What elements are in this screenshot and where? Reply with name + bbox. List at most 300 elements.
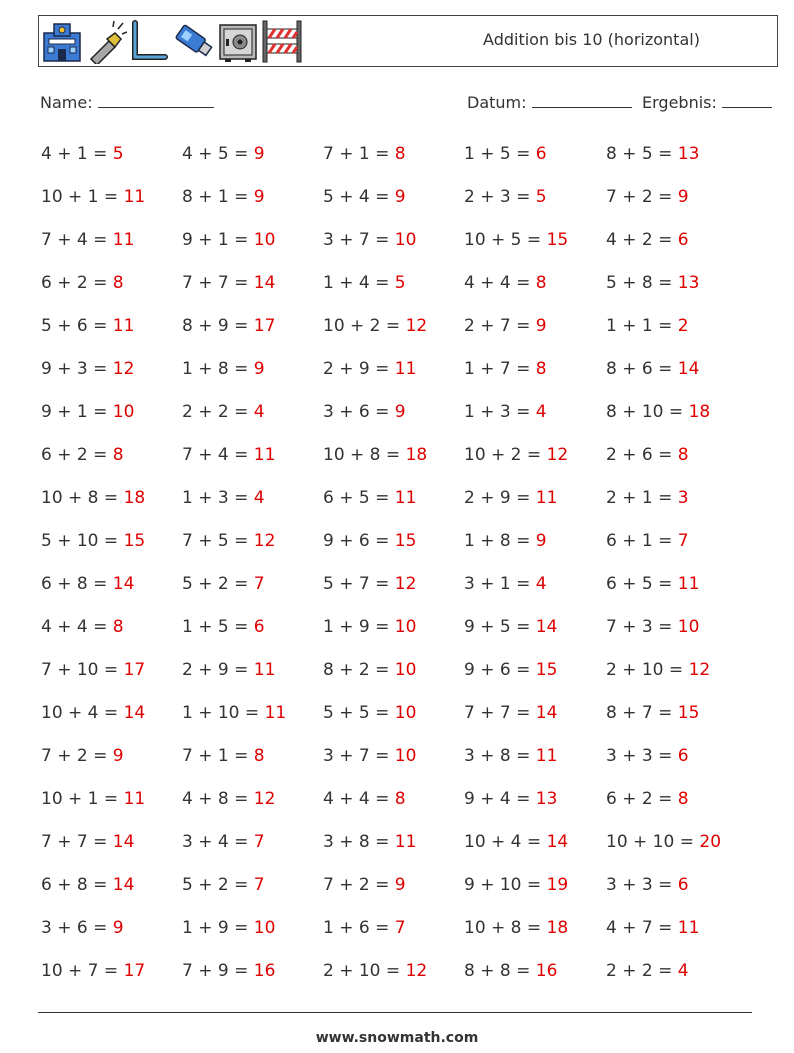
problem-item: [606, 230, 689, 250]
problem-expression: 6 + 2 =: [606, 789, 678, 809]
result-label: Ergebnis:: [642, 93, 717, 112]
problem-answer: 5: [394, 273, 406, 293]
problem-expression: 5 + 6 =: [41, 316, 113, 336]
problem-expression: 8 + 5 =: [606, 144, 678, 164]
problem-expression: 10 + 1 =: [41, 187, 124, 207]
problem-item: [464, 445, 568, 465]
problem-expression: 1 + 5 =: [182, 617, 254, 637]
safe-icon: [217, 19, 259, 64]
problem-expression: 2 + 10 =: [323, 961, 406, 981]
problem-expression: 1 + 8 =: [182, 359, 254, 379]
result-line[interactable]: [722, 93, 772, 108]
problem-expression: 1 + 3 =: [464, 402, 536, 422]
problem-expression: 7 + 5 =: [182, 531, 254, 551]
problem-expression: 10 + 8 =: [464, 918, 547, 938]
problem-answer: 10: [394, 746, 417, 766]
problem-item: [323, 531, 416, 551]
problem-answer: 9: [112, 746, 124, 766]
problem-item: [182, 832, 265, 852]
problem-item: [323, 273, 406, 293]
name-field[interactable]: [40, 93, 214, 112]
problem-item: [323, 660, 416, 680]
problem-item: [606, 316, 689, 336]
problem-item: [41, 445, 124, 465]
problem-expression: 1 + 3 =: [182, 488, 254, 508]
problem-item: [323, 316, 427, 336]
problem-expression: 5 + 10 =: [41, 531, 124, 551]
problem-expression: 10 + 2 =: [464, 445, 547, 465]
problem-answer: 14: [112, 574, 135, 594]
problem-answer: 7: [253, 574, 265, 594]
problem-answer: 9: [394, 187, 406, 207]
problem-item: [606, 144, 699, 164]
problem-expression: 9 + 6 =: [464, 660, 536, 680]
problem-expression: 6 + 5 =: [323, 488, 395, 508]
problem-item: [182, 746, 265, 766]
usb-stick-icon: [173, 19, 215, 64]
problem-item: [41, 531, 145, 551]
problem-item: [41, 574, 134, 594]
problem-item: [606, 875, 689, 895]
footer-url: www.snowmath.com: [315, 1030, 479, 1046]
problem-answer: 4: [253, 402, 265, 422]
problem-answer: 3: [677, 488, 689, 508]
problem-answer: 7: [394, 918, 406, 938]
problem-answer: 9: [253, 144, 265, 164]
problem-expression: 8 + 10 =: [606, 402, 689, 422]
problem-expression: 8 + 9 =: [182, 316, 254, 336]
problem-answer: 8: [112, 445, 124, 465]
problem-answer: 8: [394, 789, 406, 809]
problem-expression: 6 + 2 =: [41, 273, 113, 293]
problem-item: [323, 230, 416, 250]
problem-expression: 10 + 8 =: [41, 488, 124, 508]
problem-answer: 12: [405, 316, 428, 336]
problem-item: [182, 574, 265, 594]
problem-item: [41, 617, 124, 637]
problem-expression: 1 + 9 =: [182, 918, 254, 938]
problem-answer: 10: [394, 617, 417, 637]
name-line[interactable]: [98, 93, 214, 108]
problem-item: [323, 918, 406, 938]
problem-item: [182, 187, 265, 207]
problem-item: [464, 144, 547, 164]
problem-item: [182, 230, 275, 250]
problem-answer: 12: [253, 789, 276, 809]
problem-answer: 20: [699, 832, 722, 852]
problem-expression: 9 + 10 =: [464, 875, 547, 895]
problem-item: [606, 746, 689, 766]
problem-expression: 7 + 3 =: [606, 617, 678, 637]
problem-expression: 3 + 1 =: [464, 574, 536, 594]
problem-item: [323, 359, 416, 379]
problem-expression: 2 + 1 =: [606, 488, 678, 508]
problem-expression: 1 + 6 =: [323, 918, 395, 938]
problem-answer: 11: [394, 359, 417, 379]
problem-item: [182, 531, 275, 551]
problem-expression: 1 + 1 =: [606, 316, 678, 336]
problem-item: [323, 187, 406, 207]
problem-expression: 7 + 7 =: [182, 273, 254, 293]
problem-item: [182, 789, 275, 809]
problem-answer: 15: [394, 531, 417, 551]
problem-item: [41, 746, 124, 766]
problem-item: [182, 660, 275, 680]
problem-answer: 11: [394, 832, 417, 852]
problem-answer: 8: [394, 144, 406, 164]
problem-answer: 8: [677, 445, 689, 465]
problem-expression: 6 + 8 =: [41, 574, 113, 594]
problem-expression: 2 + 2 =: [606, 961, 678, 981]
problem-expression: 9 + 1 =: [41, 402, 113, 422]
problem-expression: 8 + 6 =: [606, 359, 678, 379]
problem-expression: 5 + 8 =: [606, 273, 678, 293]
problem-answer: 11: [535, 488, 558, 508]
problem-answer: 9: [253, 359, 265, 379]
problem-item: [41, 316, 134, 336]
problem-expression: 6 + 2 =: [41, 445, 113, 465]
problem-expression: 3 + 8 =: [323, 832, 395, 852]
problem-answer: 12: [688, 660, 711, 680]
problem-expression: 3 + 7 =: [323, 746, 395, 766]
problem-expression: 4 + 5 =: [182, 144, 254, 164]
problem-item: [323, 144, 406, 164]
problem-answer: 9: [253, 187, 265, 207]
problem-expression: 5 + 7 =: [323, 574, 395, 594]
problem-item: [464, 488, 557, 508]
problem-item: [41, 918, 124, 938]
problem-item: [464, 359, 547, 379]
problem-answer: 14: [677, 359, 700, 379]
footer-divider: [38, 1012, 752, 1013]
problem-answer: 4: [253, 488, 265, 508]
problem-item: [464, 617, 557, 637]
problem-item: [464, 531, 547, 551]
problem-item: [464, 187, 547, 207]
problem-expression: 7 + 4 =: [41, 230, 113, 250]
problem-answer: 8: [112, 273, 124, 293]
problem-answer: 18: [688, 402, 711, 422]
problem-item: [323, 488, 416, 508]
problem-answer: 11: [535, 746, 558, 766]
problem-item: [41, 832, 134, 852]
problem-item: [464, 703, 557, 723]
problem-expression: 7 + 1 =: [323, 144, 395, 164]
problem-item: [41, 187, 145, 207]
problem-expression: 9 + 3 =: [41, 359, 113, 379]
date-field[interactable]: [467, 93, 632, 112]
problem-item: [182, 703, 286, 723]
problem-expression: 10 + 1 =: [41, 789, 124, 809]
problem-item: [464, 402, 547, 422]
problem-answer: 12: [405, 961, 428, 981]
problem-expression: 2 + 9 =: [464, 488, 536, 508]
problem-item: [323, 746, 416, 766]
problem-item: [606, 789, 689, 809]
problem-answer: 9: [535, 531, 547, 551]
problem-expression: 8 + 8 =: [464, 961, 536, 981]
problem-answer: 2: [677, 316, 689, 336]
problem-expression: 7 + 7 =: [464, 703, 536, 723]
problem-item: [323, 445, 427, 465]
problem-item: [182, 402, 265, 422]
problem-answer: 9: [677, 187, 689, 207]
problem-item: [464, 746, 557, 766]
problem-answer: 11: [394, 488, 417, 508]
problem-answer: 7: [677, 531, 689, 551]
problem-item: [182, 961, 275, 981]
problem-answer: 15: [546, 230, 569, 250]
problem-item: [464, 230, 568, 250]
problem-expression: 8 + 2 =: [323, 660, 395, 680]
problem-expression: 3 + 3 =: [606, 746, 678, 766]
problem-answer: 11: [123, 187, 146, 207]
problem-answer: 16: [253, 961, 276, 981]
problem-answer: 11: [264, 703, 287, 723]
problem-expression: 10 + 8 =: [323, 445, 406, 465]
problem-answer: 11: [677, 574, 700, 594]
problem-answer: 9: [394, 875, 406, 895]
problem-item: [464, 273, 547, 293]
problem-answer: 5: [535, 187, 547, 207]
problem-item: [323, 961, 427, 981]
problem-answer: 11: [677, 918, 700, 938]
problem-expression: 10 + 4 =: [41, 703, 124, 723]
problem-expression: 7 + 10 =: [41, 660, 124, 680]
problem-item: [182, 445, 275, 465]
problem-answer: 8: [535, 273, 547, 293]
problem-answer: 13: [677, 273, 700, 293]
problem-expression: 5 + 5 =: [323, 703, 395, 723]
problem-answer: 10: [394, 230, 417, 250]
problem-item: [606, 273, 699, 293]
problem-item: [464, 918, 568, 938]
problem-expression: 3 + 6 =: [41, 918, 113, 938]
problem-item: [464, 832, 568, 852]
problem-item: [464, 316, 547, 336]
problem-expression: 3 + 4 =: [182, 832, 254, 852]
problem-answer: 5: [112, 144, 124, 164]
problem-expression: 10 + 4 =: [464, 832, 547, 852]
problem-item: [606, 660, 710, 680]
problem-item: [323, 875, 406, 895]
flashlight-icon: [85, 19, 127, 64]
problem-answer: 10: [394, 703, 417, 723]
problem-answer: 14: [123, 703, 146, 723]
problem-item: [41, 703, 145, 723]
problem-item: [41, 488, 145, 508]
problem-expression: 3 + 8 =: [464, 746, 536, 766]
problem-expression: 2 + 6 =: [606, 445, 678, 465]
problem-answer: 12: [394, 574, 417, 594]
problem-answer: 18: [123, 488, 146, 508]
problem-answer: 9: [535, 316, 547, 336]
problem-answer: 12: [253, 531, 276, 551]
problem-item: [323, 789, 406, 809]
problem-answer: 12: [112, 359, 135, 379]
problem-expression: 4 + 4 =: [41, 617, 113, 637]
problem-item: [606, 488, 689, 508]
date-label: Datum:: [467, 93, 527, 112]
problem-expression: 8 + 7 =: [606, 703, 678, 723]
problem-expression: 2 + 9 =: [323, 359, 395, 379]
problem-item: [182, 359, 265, 379]
problem-expression: 1 + 8 =: [464, 531, 536, 551]
problem-expression: 1 + 9 =: [323, 617, 395, 637]
problem-answer: 11: [253, 660, 276, 680]
problem-answer: 13: [535, 789, 558, 809]
problem-answer: 6: [677, 746, 689, 766]
problem-expression: 9 + 5 =: [464, 617, 536, 637]
problem-answer: 12: [546, 445, 569, 465]
problem-item: [41, 789, 145, 809]
problem-answer: 7: [253, 875, 265, 895]
problem-answer: 6: [535, 144, 547, 164]
problem-answer: 14: [253, 273, 276, 293]
problem-item: [41, 273, 124, 293]
problem-item: [323, 574, 416, 594]
problem-expression: 3 + 6 =: [323, 402, 395, 422]
problem-expression: 9 + 6 =: [323, 531, 395, 551]
result-field[interactable]: [642, 93, 772, 112]
problem-expression: 2 + 10 =: [606, 660, 689, 680]
problem-item: [464, 961, 557, 981]
problem-item: [606, 617, 699, 637]
road-barrier-icon: [261, 19, 303, 64]
problem-answer: 4: [535, 574, 547, 594]
problem-expression: 10 + 2 =: [323, 316, 406, 336]
header-box: [38, 15, 778, 67]
problem-answer: 6: [677, 875, 689, 895]
problem-expression: 3 + 3 =: [606, 875, 678, 895]
problem-item: [464, 875, 568, 895]
problem-answer: 4: [535, 402, 547, 422]
problem-item: [182, 617, 265, 637]
problem-expression: 5 + 2 =: [182, 875, 254, 895]
problem-item: [41, 359, 134, 379]
problem-expression: 5 + 4 =: [323, 187, 395, 207]
problem-expression: 1 + 7 =: [464, 359, 536, 379]
problem-answer: 17: [123, 961, 146, 981]
problem-expression: 7 + 2 =: [323, 875, 395, 895]
problem-item: [464, 660, 557, 680]
name-label: Name:: [40, 93, 93, 112]
problem-expression: 5 + 2 =: [182, 574, 254, 594]
problem-item: [41, 875, 134, 895]
problem-answer: 11: [112, 230, 135, 250]
problem-expression: 7 + 9 =: [182, 961, 254, 981]
problem-item: [182, 488, 265, 508]
problem-answer: 10: [253, 230, 276, 250]
problem-answer: 7: [253, 832, 265, 852]
problem-item: [323, 832, 416, 852]
problem-answer: 6: [253, 617, 265, 637]
problem-answer: 14: [535, 617, 558, 637]
problem-expression: 4 + 1 =: [41, 144, 113, 164]
problem-item: [606, 703, 699, 723]
problem-item: [464, 789, 557, 809]
problem-item: [606, 531, 689, 551]
problem-item: [606, 445, 689, 465]
worksheet-title: Addition bis 10 (horizontal): [483, 30, 700, 49]
problem-answer: 10: [253, 918, 276, 938]
problem-expression: 7 + 2 =: [606, 187, 678, 207]
problem-answer: 11: [253, 445, 276, 465]
problem-expression: 2 + 3 =: [464, 187, 536, 207]
problem-answer: 19: [546, 875, 569, 895]
problem-expression: 4 + 2 =: [606, 230, 678, 250]
problem-expression: 6 + 5 =: [606, 574, 678, 594]
problem-item: [182, 144, 265, 164]
problem-item: [323, 617, 416, 637]
problem-item: [182, 273, 275, 293]
problem-answer: 14: [112, 832, 135, 852]
problem-answer: 15: [535, 660, 558, 680]
header-icons: [41, 19, 303, 64]
problem-answer: 9: [112, 918, 124, 938]
problem-item: [606, 402, 710, 422]
date-line[interactable]: [532, 93, 632, 108]
problem-answer: 15: [123, 531, 146, 551]
problem-item: [182, 875, 265, 895]
problem-expression: 9 + 4 =: [464, 789, 536, 809]
problem-expression: 1 + 4 =: [323, 273, 395, 293]
problem-item: [41, 402, 134, 422]
problem-answer: 8: [112, 617, 124, 637]
problem-item: [182, 918, 275, 938]
problem-expression: 2 + 9 =: [182, 660, 254, 680]
problem-expression: 1 + 5 =: [464, 144, 536, 164]
problem-expression: 10 + 7 =: [41, 961, 124, 981]
problem-answer: 17: [253, 316, 276, 336]
problem-answer: 16: [535, 961, 558, 981]
problem-answer: 11: [112, 316, 135, 336]
problem-answer: 4: [677, 961, 689, 981]
problem-expression: 4 + 4 =: [464, 273, 536, 293]
problem-answer: 6: [677, 230, 689, 250]
problem-answer: 14: [112, 875, 135, 895]
problem-expression: 7 + 7 =: [41, 832, 113, 852]
problem-item: [323, 703, 416, 723]
problem-expression: 1 + 10 =: [182, 703, 265, 723]
problem-expression: 4 + 7 =: [606, 918, 678, 938]
problem-answer: 18: [546, 918, 569, 938]
problem-answer: 10: [677, 617, 700, 637]
problem-expression: 9 + 1 =: [182, 230, 254, 250]
problem-expression: 4 + 4 =: [323, 789, 395, 809]
problem-answer: 8: [535, 359, 547, 379]
problem-expression: 2 + 7 =: [464, 316, 536, 336]
problem-answer: 8: [253, 746, 265, 766]
problem-item: [606, 961, 689, 981]
problem-expression: 10 + 10 =: [606, 832, 700, 852]
problem-item: [41, 144, 124, 164]
problem-answer: 13: [677, 144, 700, 164]
problem-item: [41, 230, 134, 250]
problem-expression: 6 + 8 =: [41, 875, 113, 895]
problem-expression: 4 + 8 =: [182, 789, 254, 809]
problem-item: [182, 316, 275, 336]
problem-answer: 14: [535, 703, 558, 723]
problem-answer: 9: [394, 402, 406, 422]
problem-expression: 7 + 2 =: [41, 746, 113, 766]
problem-expression: 10 + 5 =: [464, 230, 547, 250]
problem-expression: 8 + 1 =: [182, 187, 254, 207]
problem-item: [464, 574, 547, 594]
problem-answer: 18: [405, 445, 428, 465]
police-station-icon: [41, 19, 83, 64]
problem-item: [606, 574, 699, 594]
